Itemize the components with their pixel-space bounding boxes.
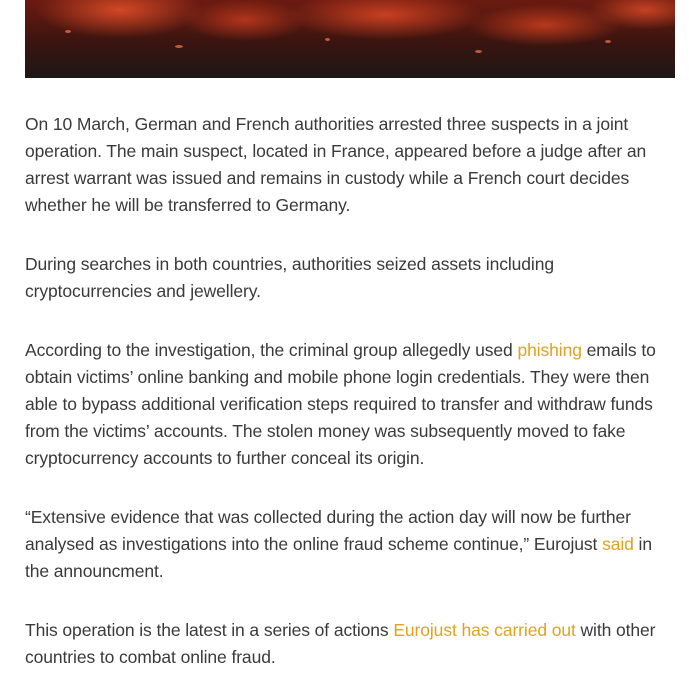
paragraph-text: According to the investigation, the criminal group allegedly used (25, 340, 518, 360)
paragraph-arrests (25, 111, 677, 219)
ember-speck (605, 40, 611, 43)
paragraph-text: During searches in both countries, authorities seized assets including cryptocurrencies and jewellery. (25, 254, 554, 301)
paragraph-text: This operation is the latest in a series of actions (25, 620, 394, 640)
phishing-link[interactable]: phishing (517, 340, 582, 360)
eurojust-actions-link[interactable]: Eurojust has carried out (393, 620, 576, 640)
paragraph-investigation (25, 337, 677, 472)
paragraph-series (25, 617, 677, 671)
ember-speck (65, 30, 71, 33)
ember-speck (175, 45, 183, 48)
ember-speck (325, 38, 330, 41)
said-link[interactable]: said (602, 534, 634, 554)
ember-speck (475, 50, 482, 53)
paragraph-text: with other countries to combat online fraud. (25, 620, 656, 667)
paragraph-text: On 10 March, German and French authorities arrested three suspects in a joint operation. The main suspect, located in France, appeared before a judge after an arrest warrant was issued and remains in custody while a French court decides whether he will be transferred to Germany. (25, 114, 647, 215)
hero-image (25, 0, 675, 78)
paragraph-text: emails to obtain victims’ online banking and mobile phone login credentials. They were then able to bypass additional verification steps required to transfer and withdraw funds from the victims’ accounts. The stolen money was subsequently moved to fake cryptocurrency accounts to further conceal its origin. (25, 340, 656, 468)
paragraph-searches (25, 251, 677, 305)
paragraph-text: in the announcment. (25, 534, 652, 581)
paragraph-text: “Extensive evidence that was collected during the action day will now be further analysed as investigations into the online fraud scheme continue,” Eurojust (25, 507, 631, 554)
paragraph-quote (25, 504, 677, 585)
article-body (25, 111, 677, 671)
